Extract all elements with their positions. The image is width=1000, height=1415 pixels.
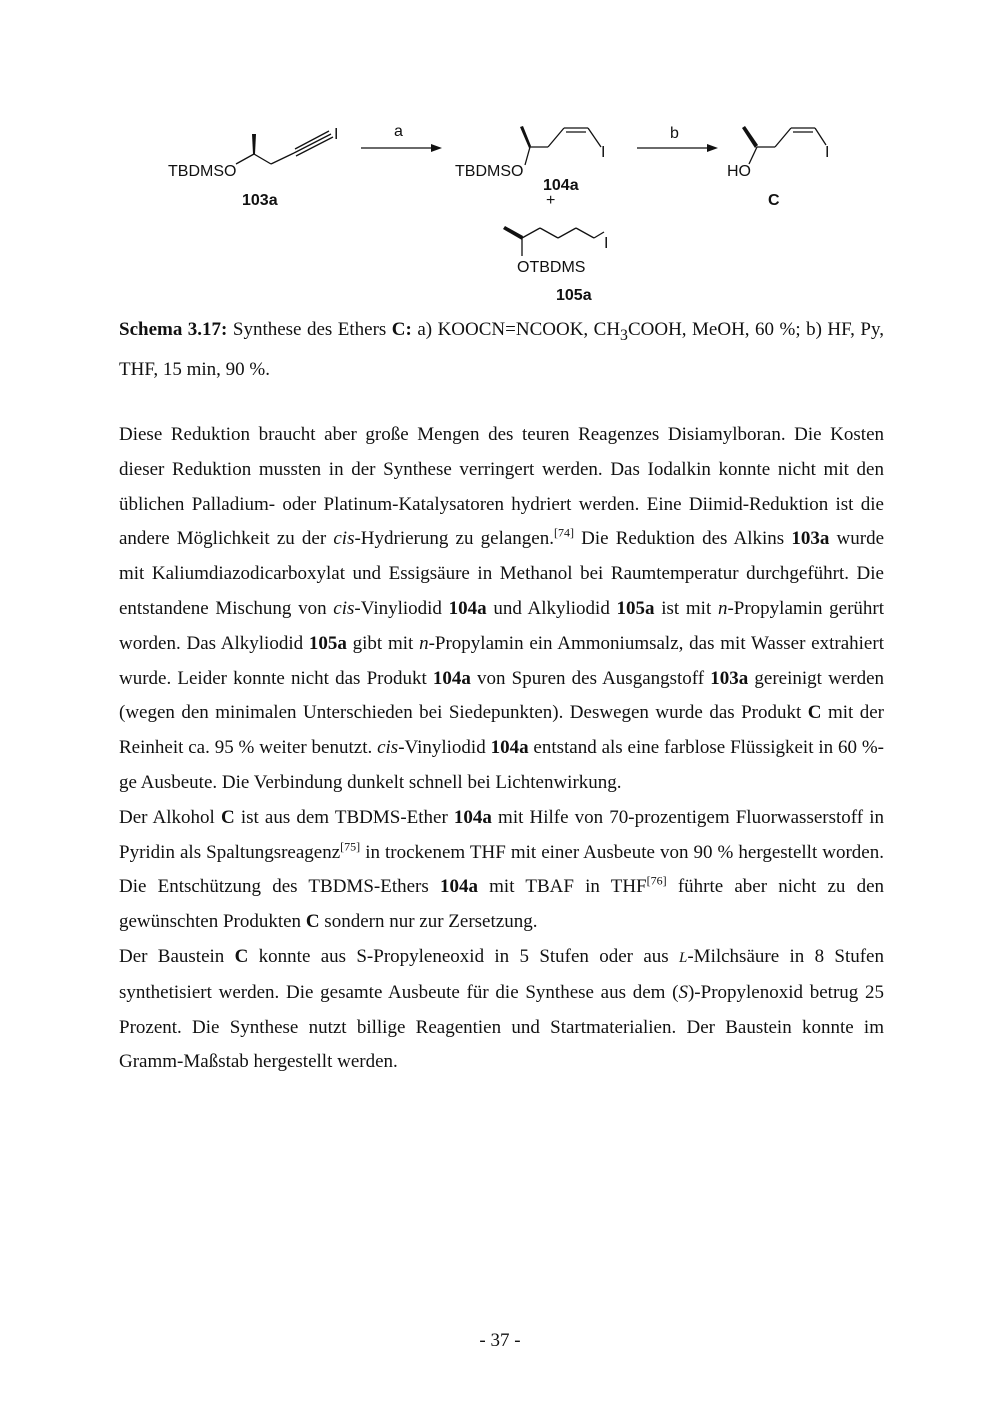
text: gereinigt werden (wegen den minimalen Unterschieden bei Siedepunkten). Deswegen wurde das Produkt: [119, 667, 885, 724]
wedge-bond: [252, 134, 256, 154]
text: mit der Reinheit ca. 95 % weiter benutzt.: [119, 702, 884, 759]
body-text: [119, 418, 884, 1080]
text: entstand als eine farblose Flüssigkeit in 60 %-ge Ausbeute. Die Verbindung dunkelt schnell bei Lichtenwirkung.: [119, 737, 884, 793]
italic-text: S: [678, 981, 688, 1003]
text: mit Hilfe von 70-prozentigem Fluorwasserstoff in Pyridin als Spaltungsreagenz: [119, 806, 884, 863]
compound-ref: C: [807, 702, 822, 724]
caption-subscript: 3: [620, 326, 628, 344]
compound-ref: 104a: [439, 876, 478, 898]
compound-ref: 104a: [490, 737, 529, 759]
citation-ref: [74]: [553, 526, 574, 541]
italic-text: cis: [377, 737, 399, 759]
caption-label: Schema 3.17:: [119, 319, 228, 340]
wedge-bond: [742, 126, 758, 148]
plus-sign: +: [546, 192, 556, 209]
text: ist mit: [654, 597, 718, 619]
citation-ref: [76]: [646, 874, 667, 889]
text: -Vinyliodid: [354, 597, 449, 619]
italic-text: cis: [333, 597, 355, 619]
text: ist aus dem TBDMS-Ether: [234, 806, 454, 828]
compound-ref: C: [220, 806, 235, 828]
wedge-bond: [520, 126, 531, 148]
compound-ref: 104a: [448, 597, 487, 619]
text: Der Alkohol: [119, 806, 221, 828]
caption-compound: C:: [391, 319, 412, 340]
text: mit TBAF in THF: [477, 876, 647, 898]
compound-104a-group: TBDMSO: [455, 163, 524, 180]
compound-105a-label: 105a: [556, 287, 592, 304]
arrow-a-label: a: [394, 123, 403, 140]
caption-text: a) KOOCN=NCOOK, CH: [411, 319, 621, 340]
paragraph-1: [119, 418, 884, 801]
compound-103a-label: 103a: [242, 192, 278, 209]
text: -Hydrierung zu gelangen.: [354, 528, 554, 550]
text: führte aber nicht zu den gewünschten Produkten: [119, 876, 885, 933]
wedge-bond: [503, 226, 523, 240]
caption-text: Synthese des Ethers: [227, 319, 392, 340]
text: und Alkyliodid: [486, 597, 617, 619]
text: -Propylamin ein Ammoniumsalz, das mit Wasser extrahiert wurde. Leider konnte nicht das Produkt: [119, 632, 884, 689]
italic-text: n: [717, 597, 728, 619]
compound-103a-group: TBDMSO: [168, 163, 237, 180]
compound-ref: 103a: [710, 667, 749, 689]
compound-ref: 105a: [616, 597, 655, 619]
reaction-arrow-a: [361, 123, 442, 152]
italic-text: n: [419, 632, 429, 654]
compound-103a-iodo: I: [334, 126, 339, 143]
text: wurde mit Kaliumdiazodicarboxylat und Essigsäure in Methanol bei Raumtemperatur durchgeführt. Die entstandene Mischung von: [119, 528, 885, 619]
compound-ref: 103a: [791, 528, 830, 550]
reaction-scheme: [0, 0, 1000, 310]
caption-text: COOH, MeOH, 60 %; b) HF, Py, THF, 15 min, 90 %.: [119, 319, 884, 380]
text: in trockenem THF mit einer Ausbeute von 90 % hergestellt worden. Die Entschützung des TBDMS-Ethers: [119, 841, 884, 898]
compound-103a: [168, 126, 338, 209]
arrow-b-label: b: [670, 125, 679, 142]
paragraph-3: [119, 940, 884, 1080]
compound-C-label: C: [768, 192, 780, 209]
text: Diese Reduktion braucht aber große Mengen des teuren Reagenzes Disiamylboran. Die Kosten dieser Reduktion mussten in der Synthese verringert werden. Das Iodalkin konnte nicht mit den üblichen Palladium- oder Platinum-Katalysatoren hydriert werden. Eine Diimid-Reduktion ist die andere Möglichkeit zu der: [119, 424, 884, 550]
compound-ref: C: [305, 911, 320, 933]
page-number: - 37 -: [479, 1330, 521, 1351]
text: gibt mit: [346, 632, 420, 654]
compound-ref: 104a: [453, 806, 492, 828]
text: Die Reduktion des Alkins: [573, 528, 792, 550]
text: -Vinyliodid: [398, 737, 491, 759]
scheme-caption: [119, 313, 884, 387]
compound-ref: 105a: [308, 632, 347, 654]
compound-105a: [503, 226, 608, 304]
compound-C: [727, 126, 829, 209]
compound-105a-group: OTBDMS: [517, 259, 586, 276]
compound-C-iodo: I: [825, 144, 830, 161]
compound-ref: C: [234, 945, 249, 967]
text: sondern nur zur Zersetzung.: [319, 911, 538, 933]
text: konnte aus S-Propyleneoxid in 5 Stufen oder aus: [248, 945, 679, 967]
text: -Milchsäure in 8 Stufen synthetisiert werden. Die gesamte Ausbeute für die Synthese aus dem (: [119, 945, 884, 1003]
text: Der Baustein: [119, 945, 235, 967]
compound-104a: [455, 126, 605, 209]
text: -Propylamin gerührt worden. Das Alkyliodid: [119, 597, 885, 654]
compound-104a-label: 104a: [543, 177, 579, 194]
compound-105a-iodo: I: [604, 235, 609, 252]
reaction-arrow-b: [637, 125, 718, 152]
compound-ref: 104a: [432, 667, 471, 689]
compound-104a-iodo: I: [601, 144, 606, 161]
paragraph-2: [119, 801, 884, 940]
italic-text: cis: [333, 528, 355, 550]
compound-C-group: HO: [727, 163, 751, 180]
citation-ref: [75]: [340, 839, 361, 854]
text: von Spuren des Ausgangstoff: [470, 667, 711, 689]
text: )-Propylenoxid betrug 25 Prozent. Die Synthese nutzt billige Reagentien und Startmaterialien. Der Baustein konnte im Gramm-Maßstab hergestellt werden.: [119, 981, 885, 1073]
italic-text: L: [679, 949, 688, 966]
